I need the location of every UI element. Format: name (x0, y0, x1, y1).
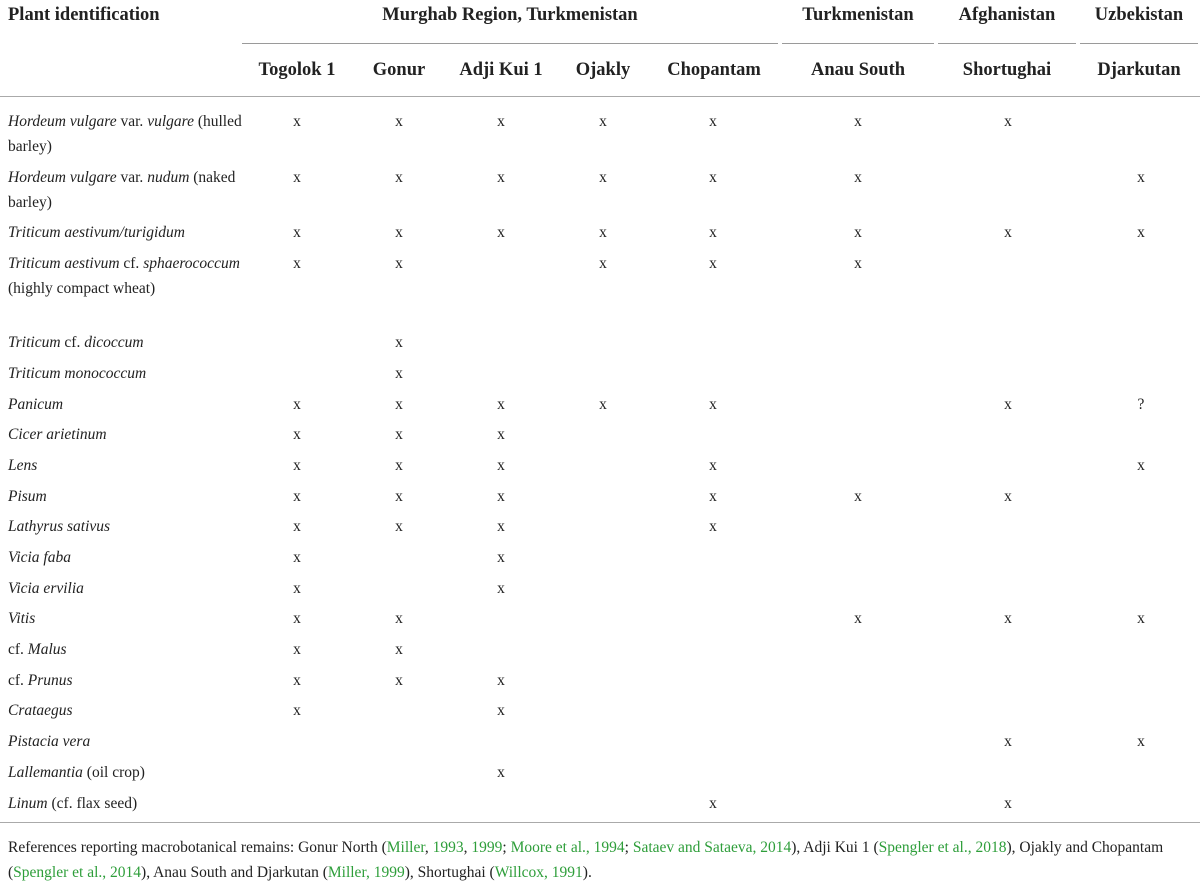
plant-name (8, 699, 244, 724)
presence-mark: x (709, 396, 717, 413)
presence-mark: x (599, 113, 607, 130)
reference-link[interactable]: 1993 (432, 839, 464, 856)
plant-name-italic: Triticum aestivum (8, 255, 120, 272)
plant-name (8, 221, 244, 246)
presence-mark: x (1004, 224, 1012, 241)
plant-name-italic: Hordeum vulgare (8, 113, 117, 130)
plant-name-text: (oil crop) (82, 764, 145, 781)
plant-name-italic: dicoccum (84, 334, 144, 351)
presence-mark: x (395, 396, 403, 413)
presence-mark: x (293, 169, 301, 186)
reference-link[interactable]: Willcox, 1991 (494, 863, 583, 881)
plant-name (8, 331, 244, 356)
plant-name-text: (cf. flax seed) (47, 795, 138, 812)
presence-mark: x (497, 702, 505, 719)
presence-mark: x (395, 518, 403, 535)
presence-mark: x (497, 549, 505, 566)
presence-mark: x (599, 396, 607, 413)
plant-name-italic: Vicia faba (8, 549, 71, 566)
presence-mark: x (293, 610, 301, 627)
group-header-afghanistan: Afghanistan (958, 5, 1056, 25)
footnote-text: , (463, 839, 472, 856)
footnote-text: ). (582, 863, 592, 881)
column-header: Gonur (372, 60, 426, 80)
presence-mark: x (293, 549, 301, 566)
presence-mark: x (854, 113, 862, 130)
footnote-text: ), Adji Kui 1 ( (791, 839, 879, 856)
plant-name (8, 362, 244, 387)
presence-mark: x (395, 365, 403, 382)
reference-link[interactable]: Sataev and Sataeva, 2014 (632, 839, 792, 856)
plant-name (8, 393, 244, 418)
plant-name-italic: Lallemantia (8, 764, 83, 781)
column-header: Anau South (810, 60, 906, 80)
reference-link[interactable]: Miller (386, 839, 425, 856)
column-header: Adji Kui 1 (459, 60, 543, 80)
presence-mark: x (599, 169, 607, 186)
plant-name-text: cf. (119, 255, 144, 272)
presence-mark: x (1004, 396, 1012, 413)
plant-name-italic: Hordeum vulgare (8, 169, 117, 186)
presence-mark: x (1004, 113, 1012, 130)
plant-name-italic: Pisum (8, 488, 47, 505)
presence-mark: x (395, 641, 403, 658)
plant-name-italic: Malus (27, 641, 67, 658)
presence-mark: x (854, 610, 862, 627)
presence-mark: x (497, 518, 505, 535)
table-footnote (8, 836, 1196, 885)
plant-name-text: (naked barley) (8, 169, 236, 211)
plant-name-text: var. (116, 169, 148, 186)
presence-mark: x (709, 113, 717, 130)
plant-name-italic: Vitis (8, 610, 36, 627)
footnote-text: ), Shortughai ( (404, 863, 495, 881)
presence-mark: x (293, 672, 301, 689)
plant-name-text: var. (116, 113, 148, 130)
table-bottom-rule (0, 822, 1200, 823)
presence-mark: x (709, 169, 717, 186)
column-header: Ojakly (575, 60, 631, 80)
column-header: Togolok 1 (258, 60, 336, 80)
presence-mark: x (497, 764, 505, 781)
presence-mark: x (854, 169, 862, 186)
presence-mark: x (1137, 457, 1145, 474)
presence-mark: x (709, 224, 717, 241)
plant-name-italic: Lathyrus sativus (8, 518, 111, 535)
presence-mark: x (854, 224, 862, 241)
plant-name (8, 515, 244, 540)
plant-name-italic: nudum (147, 169, 190, 186)
plant-name-italic: Cicer arietinum (8, 426, 107, 443)
plant-name (8, 485, 244, 510)
plant-name-italic: Triticum (8, 334, 61, 351)
plant-name-italic: Vicia ervilia (8, 580, 84, 597)
header-rule (0, 96, 1200, 97)
plant-name-text: cf. (60, 334, 85, 351)
presence-mark: x (497, 426, 505, 443)
presence-mark: x (497, 113, 505, 130)
presence-mark: x (293, 518, 301, 535)
group-header-uzbekistan: Uzbekistan (1094, 5, 1184, 25)
presence-mark: x (395, 488, 403, 505)
presence-mark: x (1137, 733, 1145, 750)
presence-mark: x (1004, 610, 1012, 627)
footnote-text: , (424, 839, 433, 856)
reference-link[interactable]: Miller, 1999 (327, 863, 405, 881)
plant-name (8, 546, 244, 571)
presence-mark: x (395, 255, 403, 272)
reference-link[interactable]: Spengler et al., 2018 (878, 839, 1007, 856)
column-header: Shortughai (962, 60, 1052, 80)
footnote-text: ; (502, 839, 511, 856)
plant-name-italic: Crataegus (8, 702, 73, 719)
presence-mark: x (497, 672, 505, 689)
group-underline (242, 43, 778, 44)
presence-mark: x (1004, 488, 1012, 505)
presence-mark: x (709, 488, 717, 505)
presence-mark: x (395, 334, 403, 351)
plant-name (8, 423, 244, 448)
plant-name (8, 669, 244, 694)
plant-name-italic: Prunus (27, 672, 73, 689)
presence-mark: x (497, 169, 505, 186)
plant-name (8, 792, 244, 817)
plant-name (8, 638, 244, 663)
presence-mark: ? (1137, 396, 1145, 413)
plant-name (8, 761, 244, 786)
group-underline (938, 43, 1076, 44)
presence-mark: x (1004, 733, 1012, 750)
plant-name-italic: Linum (8, 795, 48, 812)
presence-mark: x (497, 224, 505, 241)
plant-name-italic: Triticum monococcum (8, 365, 147, 382)
footnote-text: References reporting macrobotanical remains: Gonur North ( (8, 839, 387, 856)
presence-mark: x (497, 580, 505, 597)
plant-name (8, 252, 244, 301)
group-underline (1080, 43, 1198, 44)
plant-name (8, 607, 244, 632)
plant-name-italic: Panicum (8, 396, 64, 413)
presence-mark: x (709, 457, 717, 474)
plant-name-text: cf. (8, 672, 28, 689)
presence-mark: x (395, 113, 403, 130)
presence-mark: x (709, 255, 717, 272)
column-header: Djarkutan (1097, 60, 1181, 80)
presence-mark: x (293, 113, 301, 130)
presence-mark: x (293, 426, 301, 443)
footnote-text: ), Ojakly and Chopantam ( (8, 839, 1164, 881)
presence-mark: x (395, 224, 403, 241)
plant-name-italic: vulgare (147, 113, 194, 130)
presence-mark: x (497, 488, 505, 505)
plant-name-italic: Lens (8, 457, 38, 474)
presence-mark: x (395, 610, 403, 627)
presence-mark: x (854, 488, 862, 505)
presence-mark: x (1137, 610, 1145, 627)
plant-name-text: cf. (8, 641, 28, 658)
reference-link[interactable]: Spengler et al., 2014 (13, 863, 142, 881)
plant-name (8, 577, 244, 602)
group-underline (782, 43, 934, 44)
presence-mark: x (599, 224, 607, 241)
reference-link[interactable]: 1999 (471, 839, 503, 856)
footnote-text: ; (624, 839, 633, 856)
presence-mark: x (293, 488, 301, 505)
presence-mark: x (1137, 169, 1145, 186)
plant-name-italic: Triticum aestivum/turigidum (8, 224, 185, 241)
presence-mark: x (709, 518, 717, 535)
presence-mark: x (599, 255, 607, 272)
group-header-murghab: Murghab Region, Turkmenistan (382, 5, 638, 25)
presence-mark: x (395, 169, 403, 186)
plant-name (8, 166, 244, 215)
presence-mark: x (293, 396, 301, 413)
group-header-turkmenistan: Turkmenistan (802, 5, 914, 25)
presence-mark: x (395, 457, 403, 474)
plant-name-italic: sphaerococcum (143, 255, 240, 272)
plant-identification-header: Plant identification (8, 5, 160, 25)
presence-mark: x (293, 641, 301, 658)
presence-mark: x (497, 396, 505, 413)
plant-name (8, 454, 244, 479)
presence-mark: x (1137, 224, 1145, 241)
column-header: Chopantam (667, 60, 761, 80)
presence-mark: x (497, 457, 505, 474)
plant-name (8, 110, 244, 159)
footnote-text: ), Anau South and Djarkutan ( (141, 863, 328, 881)
presence-mark: x (1004, 795, 1012, 812)
plant-name-text: (hulled barley) (8, 113, 242, 155)
presence-mark: x (293, 224, 301, 241)
presence-mark: x (709, 795, 717, 812)
presence-mark: x (395, 672, 403, 689)
presence-mark: x (293, 702, 301, 719)
plant-name-text: (highly compact wheat) (8, 279, 156, 297)
presence-mark: x (293, 580, 301, 597)
presence-mark: x (293, 255, 301, 272)
presence-mark: x (395, 426, 403, 443)
presence-mark: x (854, 255, 862, 272)
reference-link[interactable]: Moore et al., 1994 (510, 839, 625, 856)
plant-name-italic: Pistacia vera (8, 733, 91, 750)
presence-mark: x (293, 457, 301, 474)
plant-name (8, 730, 244, 755)
